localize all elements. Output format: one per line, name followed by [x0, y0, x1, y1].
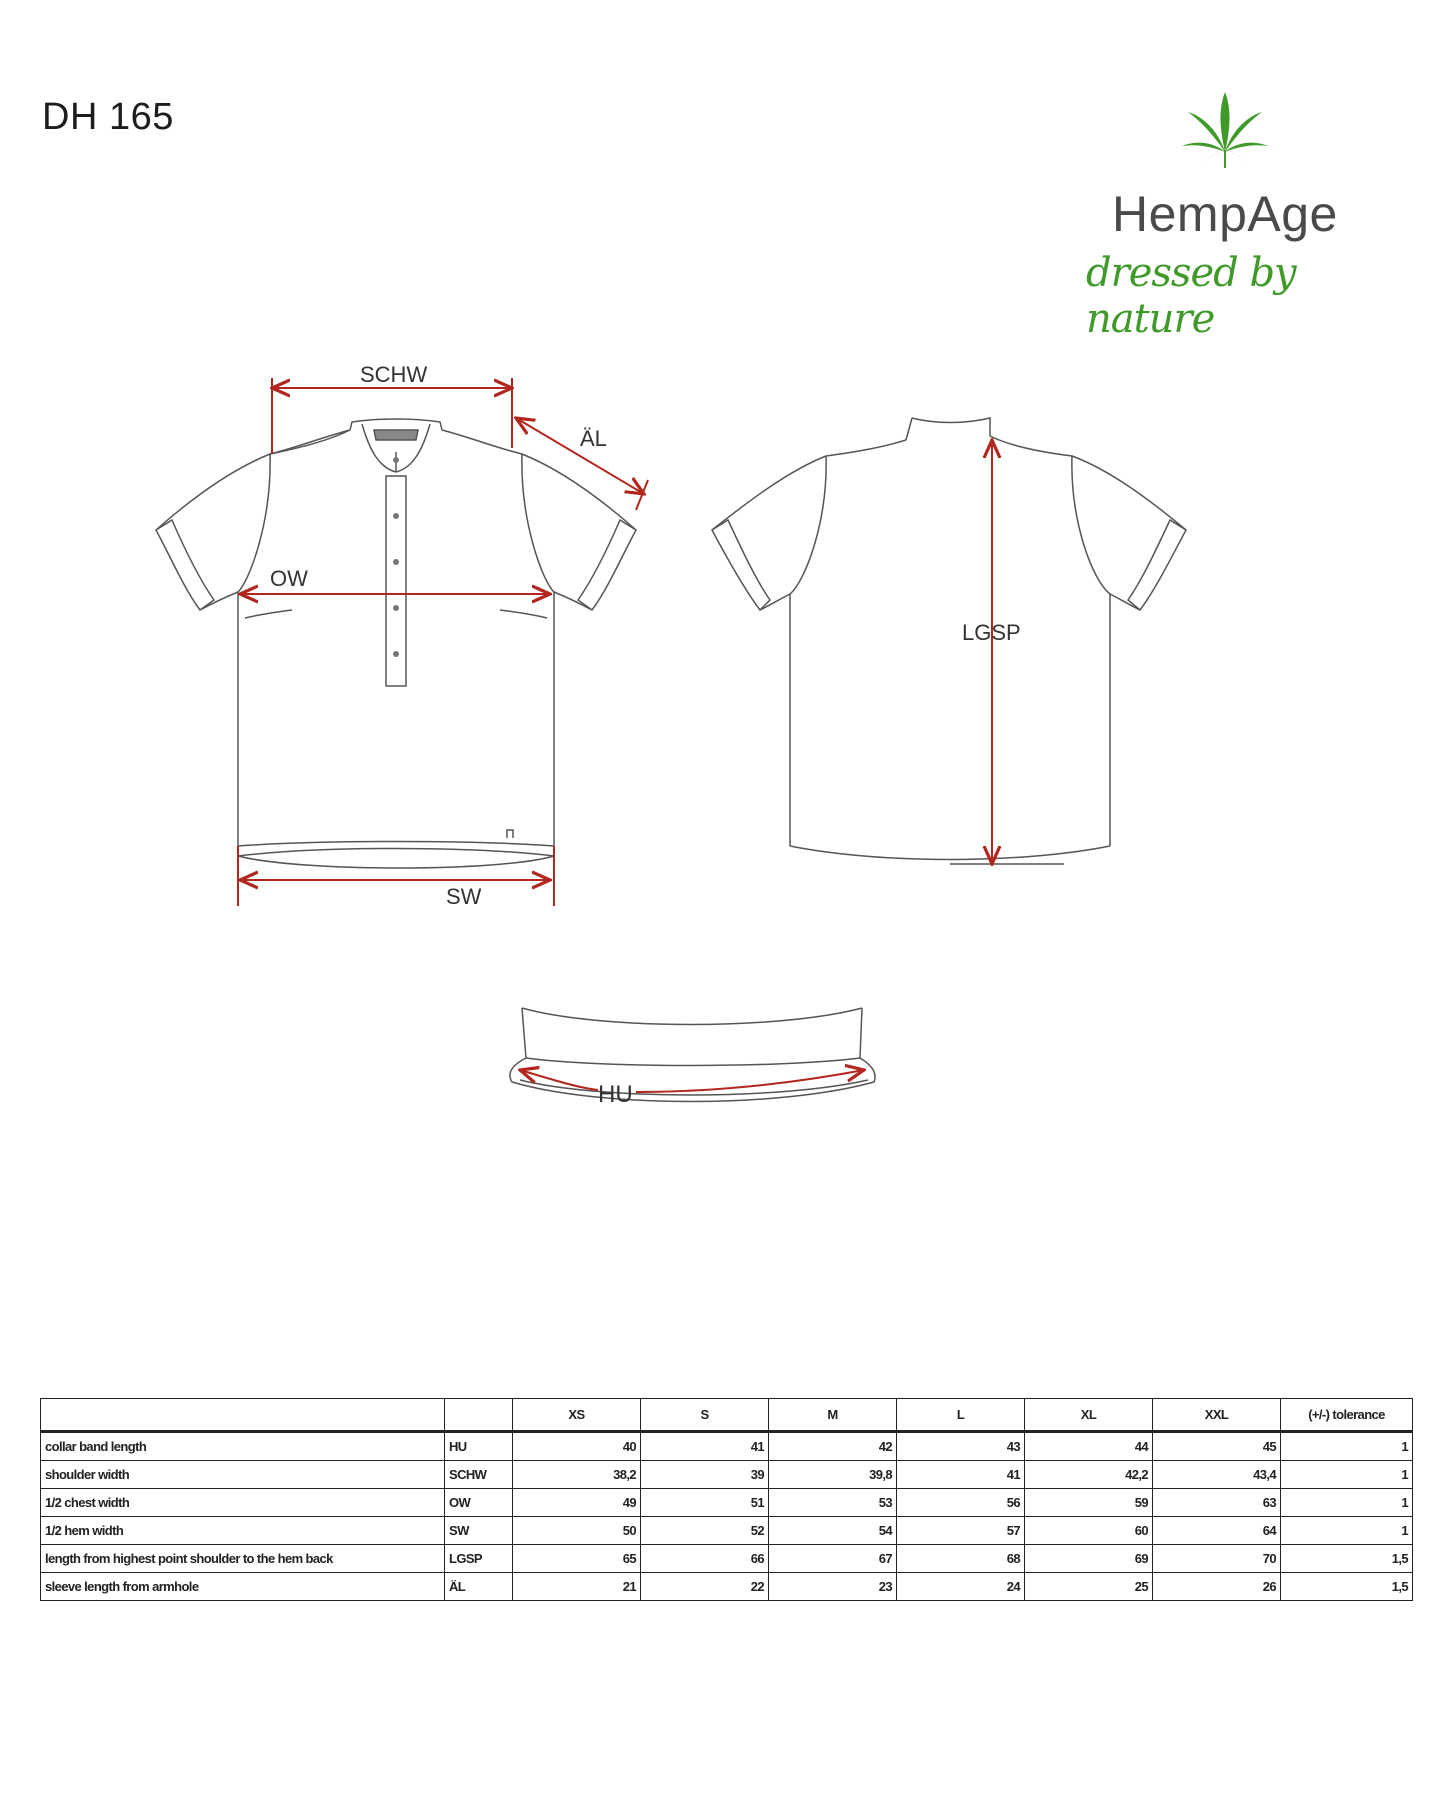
- cell-xs: 65: [513, 1545, 641, 1573]
- cell-s: 39: [641, 1461, 769, 1489]
- table-row: [41, 1432, 1413, 1461]
- table-row: [41, 1573, 1413, 1601]
- cell-s: 52: [641, 1517, 769, 1545]
- cell-tolerance: 1: [1281, 1517, 1413, 1545]
- row-code: LGSP: [445, 1545, 513, 1573]
- cell-xl: 25: [1025, 1573, 1153, 1601]
- header-label: [41, 1399, 445, 1432]
- cell-xl: 60: [1025, 1517, 1153, 1545]
- front-view-shirt: [156, 419, 636, 868]
- table-row: [41, 1517, 1413, 1545]
- row-code: HU: [445, 1432, 513, 1461]
- cell-l: 57: [897, 1517, 1025, 1545]
- cell-m: 67: [769, 1545, 897, 1573]
- row-code: OW: [445, 1489, 513, 1517]
- table-row: [41, 1545, 1413, 1573]
- cell-xs: 38,2: [513, 1461, 641, 1489]
- cell-xl: 44: [1025, 1432, 1153, 1461]
- header-size-xxl: XXL: [1153, 1399, 1281, 1432]
- label-schw: SCHW: [360, 362, 428, 387]
- cell-xxl: 70: [1153, 1545, 1281, 1573]
- measure-sw: [238, 846, 554, 906]
- cell-s: 66: [641, 1545, 769, 1573]
- cell-m: 54: [769, 1517, 897, 1545]
- label-ow: OW: [270, 566, 308, 591]
- row-label: shoulder width: [41, 1461, 445, 1489]
- cell-xxl: 45: [1153, 1432, 1281, 1461]
- cell-m: 53: [769, 1489, 897, 1517]
- cell-s: 51: [641, 1489, 769, 1517]
- cell-s: 41: [641, 1432, 769, 1461]
- cell-tolerance: 1: [1281, 1432, 1413, 1461]
- header-tolerance: (+/-) tolerance: [1281, 1399, 1413, 1432]
- cell-xs: 50: [513, 1517, 641, 1545]
- cell-l: 41: [897, 1461, 1025, 1489]
- cell-l: 43: [897, 1432, 1025, 1461]
- label-al: ÄL: [580, 426, 607, 451]
- cell-xxl: 26: [1153, 1573, 1281, 1601]
- brand-tagline: dressed by nature: [1086, 250, 1296, 342]
- cell-xxl: 43,4: [1153, 1461, 1281, 1489]
- header-size-xl: XL: [1025, 1399, 1153, 1432]
- size-table: [40, 1398, 1413, 1601]
- label-sw: SW: [446, 884, 482, 909]
- cell-xxl: 64: [1153, 1517, 1281, 1545]
- model-code: DH 165: [42, 96, 174, 138]
- row-code: ÄL: [445, 1573, 513, 1601]
- size-table-header: [41, 1399, 1413, 1432]
- cell-m: 23: [769, 1573, 897, 1601]
- cell-tolerance: 1,5: [1281, 1545, 1413, 1573]
- header-code: [445, 1399, 513, 1432]
- back-view-shirt: [712, 418, 1186, 864]
- cell-s: 22: [641, 1573, 769, 1601]
- cell-m: 39,8: [769, 1461, 897, 1489]
- cell-m: 42: [769, 1432, 897, 1461]
- header-size-xs: XS: [513, 1399, 641, 1432]
- collar-detail: [510, 1008, 875, 1102]
- cell-xl: 42,2: [1025, 1461, 1153, 1489]
- brand-name: HempAge: [1112, 186, 1338, 242]
- cell-xs: 40: [513, 1432, 641, 1461]
- row-label: length from highest point shoulder to the hem back: [41, 1545, 445, 1573]
- cell-xl: 59: [1025, 1489, 1153, 1517]
- row-label: 1/2 chest width: [41, 1489, 445, 1517]
- cell-l: 24: [897, 1573, 1025, 1601]
- cell-l: 56: [897, 1489, 1025, 1517]
- cell-xs: 21: [513, 1573, 641, 1601]
- header-size-m: M: [769, 1399, 897, 1432]
- cell-l: 68: [897, 1545, 1025, 1573]
- cell-tolerance: 1: [1281, 1489, 1413, 1517]
- front-placket-buttons: [393, 457, 399, 657]
- cell-xl: 69: [1025, 1545, 1153, 1573]
- cell-xs: 49: [513, 1489, 641, 1517]
- row-code: SW: [445, 1517, 513, 1545]
- row-label: sleeve length from armhole: [41, 1573, 445, 1601]
- cell-tolerance: 1: [1281, 1461, 1413, 1489]
- label-lgsp: LGSP: [962, 620, 1021, 645]
- label-hu: HU: [598, 1081, 633, 1108]
- row-label: collar band length: [41, 1432, 445, 1461]
- header-size-s: S: [641, 1399, 769, 1432]
- table-row: [41, 1489, 1413, 1517]
- header-size-l: L: [897, 1399, 1025, 1432]
- cell-xxl: 63: [1153, 1489, 1281, 1517]
- cell-tolerance: 1,5: [1281, 1573, 1413, 1601]
- row-label: 1/2 hem width: [41, 1517, 445, 1545]
- row-code: SCHW: [445, 1461, 513, 1489]
- table-row: [41, 1461, 1413, 1489]
